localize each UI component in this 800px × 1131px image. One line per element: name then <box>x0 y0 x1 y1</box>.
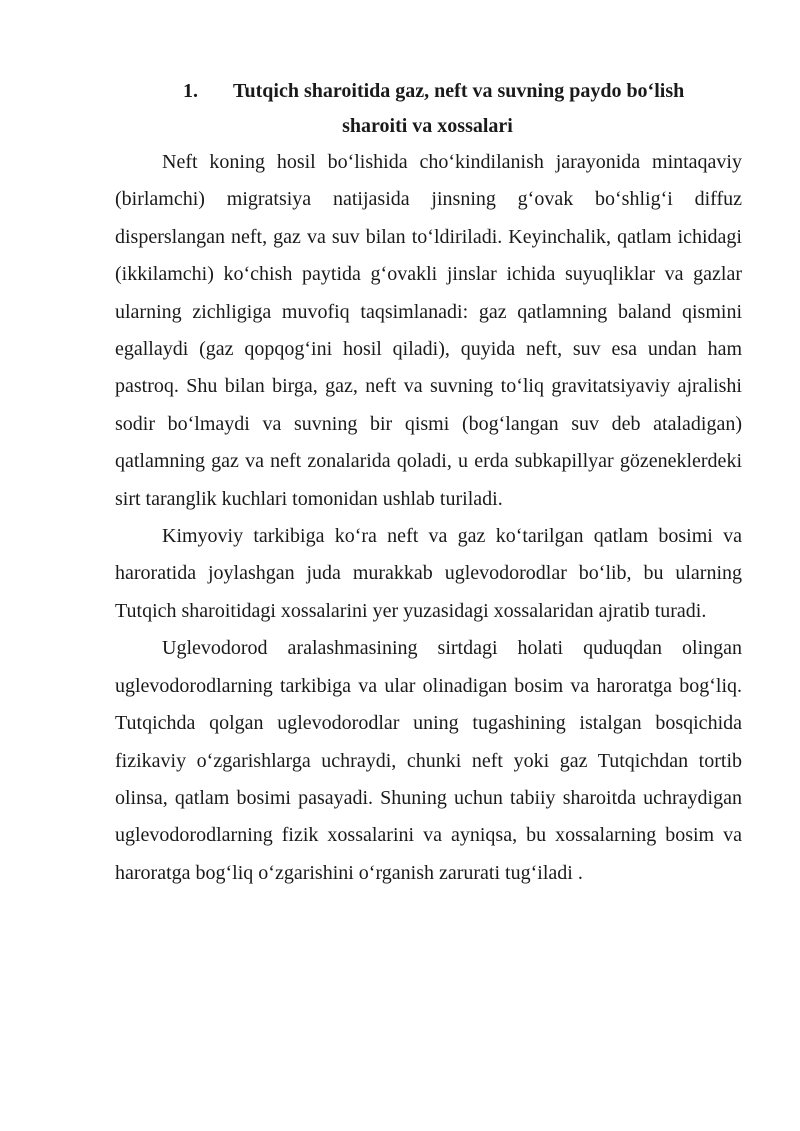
section-number: 1. <box>183 80 198 102</box>
paragraph-1: Neft koning hosil bo‘lishida cho‘kindilanish jarayonida mintaqaviy (birlamchi) migratsiya natijasida jinsning g‘ovak bo‘shlig‘i diffuz disperslangan neft, gaz va suv bilan to‘ldiriladi. Keyinchalik, qatlam ichidagi (ikkilamchi) ko‘chish paytida g‘ovakli jinslar ichida suyuqliklar va gazlar ularning zichligiga muvofiq taqsimlanadi: gaz qatlamning baland qismini egallaydi (gaz qopqog‘ini hosil qiladi), quyida neft, suv esa undan ham pastroq. Shu bilan birga, gaz, neft va suvning to‘liq gravitatsiyaviy ajralishi sodir bo‘lmaydi va suvning bir qismi (bog‘langan suv deb ataladigan) qatlamning gaz va neft zonalarida qoladi, u erda subkapillyar gözeneklerdeki sirt taranglik kuchlari tomonidan ushlab turiladi. <box>115 151 742 510</box>
paragraph-3: Uglevodorod aralashmasining sirtdagi holati quduqdan olingan uglevodorodlarning tarkibiga va ular olinadigan bosim va haroratga bog‘liq. Tutqichda qolgan uglevodorodlar uning tugashining istalgan bosqichida fizikaviy o‘zgarishlarga uchraydi, chunki neft yoki gaz Tutqichdan tortib olinsa, qatlam bosimi pasayadi. Shuning uchun tabiiy sharoitda uchraydigan uglevodorodlarning fizik xossalarini va ayniqsa, bu xossalarning bosim va haroratga bog‘liq o‘zgarishini o‘rganish zarurati tug‘iladi . <box>115 637 742 884</box>
paragraph-2: Kimyoviy tarkibiga ko‘ra neft va gaz ko‘tarilgan qatlam bosimi va haroratida joylashgan juda murakkab uglevodorodlar bo‘lib, bu ularning Tutqich sharoitidagi xossalarini yer yuzasidagi xossalaridan ajratib turadi. <box>115 525 742 622</box>
section-title-part-2: sharoiti va xossalari <box>342 115 513 137</box>
body-text <box>115 144 742 892</box>
section-heading <box>0 74 800 144</box>
section-heading-line-1 <box>0 74 800 109</box>
section-title-part-1: Tutqich sharoitida gaz, neft va suvning paydo bo‘lish <box>233 80 685 102</box>
